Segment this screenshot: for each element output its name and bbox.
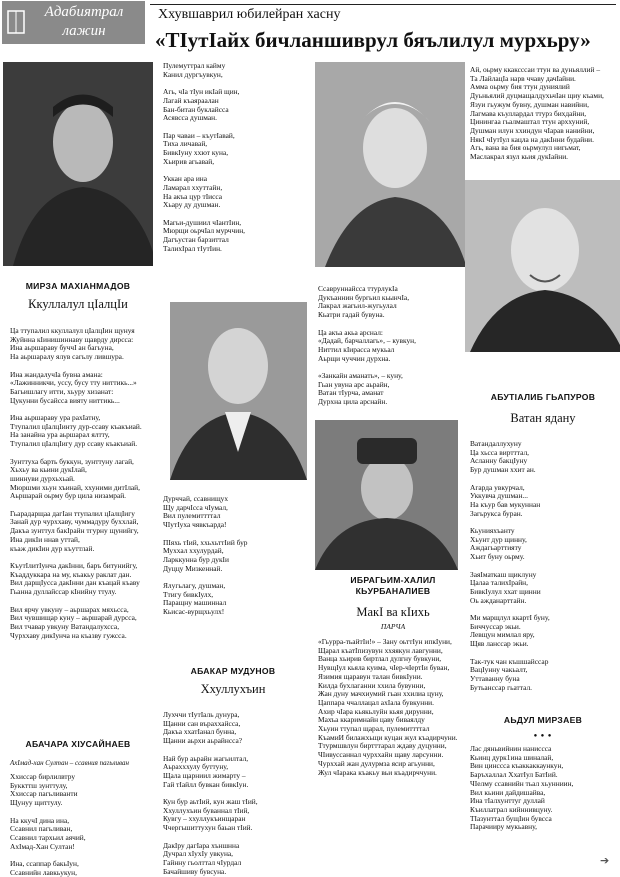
poem-abdul: Лас дяньвийнин наниссса Кьинц дурк1ина шиналай, Вин цинссса къаккаккаункун, Баръхаллал ХхатIул БатIий. ЧIелму ссавнийн тьал хьунниин, Вил кьини дайдишайва, Ина тIалхунттуг дуллай Къиллатрал кийннивцуну. ТIазунттал бущIин бувсса Парачииру мукьавну, bbox=[470, 744, 574, 832]
photo-poet3 bbox=[315, 62, 465, 267]
rubric-box bbox=[2, 1, 145, 44]
poet-name: МИРЗА МАХIАНМАДОВ bbox=[25, 281, 131, 291]
poem-abutalib: Ватандаллухуну Ца хьсса виртттал, Асланну бакцIуну Бур душман ххит ан. Агарда увкурчал, Уккувча душман... На къур бав мукуннан Загьрукса буран. Кьунияхъанту Хьунт дур щинну, Аждагьарттияту Хьит буну оьрму. ЗаяIматкаш щиклуну Цалаа талихIрайн, БивкIулул ххат щинни Оь ажданарттайн. Ми марщлул ккартI буну, Биччуссар экьи. Левщун мимлал яру, Щяв ланссар экьи. Так-тук чан къшшайссар ВацIунну чакьалт, Уттаванну буна Бутьанссар гьаттал. bbox=[470, 439, 550, 692]
poet-name: ИБРАГЬИМ-ХАЛИЛ КЬУРБАНАЛИЕВ bbox=[350, 575, 436, 596]
poem-col3-top: Ссавруннайсса ттурлукIа Дукъаннин бургьил кьынчIа, Лакрал жагьил-жугьулал Кьатри гадай бувуна. Ца акъа акьа арснал: «Дадай, барчаллагь», – кувкун, Ниттил кIирасса мукьал Аьрщи чуччин дурхна. «Занкайн аманать», – куну, Гьан увуна арс аьрайн, Ватан тIурча, аманат Дурхна цила арснайн. bbox=[318, 284, 416, 407]
poem-title: Ххуллухъин bbox=[200, 682, 266, 696]
poem-makkikh: «Гьурра-тьайтIи!» – Зану оьттIун ипкIуни, Щарал къатIпизувун ххяякун лавгунни, Ванца хьирив биртлал дулгну бувкуни, НувщIул кьяла куима, чIер-чIертIи буван, Язимия щаравун талан бивкIуни. Килда бухлаганни ххила бувунни, Жан дуну мачхиумий гьан ххилиа цуну, Цаппара ччаллацал ахIала бувкунни. Ахир чIара кьякьлуйн кьяя дирунни, Махъа ккаримнайн цаву биваялду Хьуин ттупал щарал, пулемиттттал КъамиИ билажхьщи куцан жул къадирчуни. Ттурмшвлун биртттарал ждаву дуцунни, ЧIивуссаннал чурххайн щаву ларсунни. Чурххай жан дулурмза ясир агьунни, Жул чIарака къакьу вьи къадирччуни. bbox=[318, 637, 458, 777]
poem-subtitle: ПАРЧА bbox=[380, 622, 406, 631]
next-arrow-icon[interactable]: ➔ bbox=[600, 854, 610, 867]
poem-abakar-top: Дурччай, ссавнищух Щу дарчIсса чIумал, Вил пулемиттттал ЧIутIуха чявкъарда! ПIяхь тIий, ххьхьттIий бур Муххал ххулурдай, Ларккунна бур дукIи Дуццу Мизкеннай. Ялугьлагу, душман, Ттигу бивкIулх, Паращну машиннал Кьисас-вурщхьулх! bbox=[163, 494, 248, 617]
rubric-line1: Адабиятрал bbox=[44, 4, 124, 20]
dedication: АхIмад-хан Султан – ссавния пагьливан bbox=[10, 759, 130, 767]
poem-col4-top: Ай, оьрму ккаксссаи ттун ва дуньяллий – Та ЛайлацIа нарв ччаву дачIайни. Амма оьрму бия ттун дуниялий Дуьньялий дуцмащалдухьчIан щиу къами, Язуи гьужум бувну, душман навийни, Лагмава къуллардал ттурз бихдайни, Цинингаа гьалмаштал ттун арххуний, Душман илун ххиндун чIарав нанийни, НякI чIутIул кацла на дакIнни будайни. Агь, вана ва бия оьрмулул нигьмат, Маслакрал язул кьия дукIайни. bbox=[470, 65, 604, 162]
poem-abachara: Ххиссар бирлилвтру Буккттш зунттулу, Ххиссар пагьливанти Щунуу щиттулу. На ккучI дина ина, Ссавнил пагьливан, Ссавнил тархьил аячий, АхIмад-Хан Султан! Ина, ссаппар бакьIун, Ссавнийн лавкьукун, bbox=[10, 772, 86, 877]
photo-mirza bbox=[3, 62, 153, 266]
poem-mirza: Ца ттупалил ккуллалул цIалцIин щунуя Жуйнна кIинишиннаву щаврду дирсса: Ина аьршараву буччI ан багьуна, На аьршаралу ялув сагьлу лившура. Ина жандалучIа бувна амана: «Лажинникчи, уссу, бусу тту ниттикь...» Багьишлагу итти, хьуру хизанат: Цукунни бусайсса вияту ниттикь... Ина аьршараву ура рахIатну, Ттупалил цIалцIинту дур-ссаву къакъиай. На занайна ура аьршарал ялтту, Ттупалил цIалцIигу дур ссаву къакъиай. Зунттуха барть буккун, зунттуну лагай, Хьхьу ва кьини дукIлай, шиннуви дурхьхьай. Мюршми хьун хъинай, ххуними дитIлай, Аьршарай оьрму бур цила низамрай. Гьарадарщаа дагIан ттупалил цIалцIигу Занай дур чурххаву, чуммадуру буххлай, Дакъа зунттул бакIрайн тгурну щунийгу, Ина дикIи ннав уттай, къаж дикIин дур къуттлай. КъутIлитIунча дакIнни, баръ битунийгу, Къаддуккара на му, къакьу раклат дан. Вил дарщIусса дакIнни дан къацай къаву Гьанна дуллайссар кIнийну ттулу. Вил ярчу увкуну – аьршарах мяхьсса, Вил чувшищар куну – аьршарай дурсса, Вил тчавар увкуну Ватандалухсса, Чурххаву дикIунча на къазву гужсса. bbox=[10, 326, 142, 640]
poet-name: АБАКАР МУДУНОВ bbox=[190, 666, 276, 676]
poet-name: АБАЧАРА ХIУСАЙНАЕВ bbox=[25, 739, 131, 749]
page-title: «ТIутIайх бичланшиврул бяълилул мурхьру» bbox=[155, 28, 591, 52]
photo-ibragim bbox=[315, 420, 458, 570]
poem-col2-top: Пулемуттрал кайму Канил дургъувкун, Агь, чIа тIун икIай щин, Лагай къаяраалан Бан-битан буклайсса Асявсса душман. Пар чаваи – къутIавай, Тиха личавай, БивкIуну ххют куна, Хьирив агьавай, Уккан ара ина Ламарал ххуттайн, На акъа цур тIисса Хьару ду душман. Магьи-душиил чIантIин, Мюрщи оьрчIал мурччин, Дагъустан барзиттал ТалихIрал тIутIин. bbox=[163, 61, 245, 253]
photo-abakar bbox=[170, 302, 307, 480]
separator-stars: ● ● ● bbox=[533, 733, 553, 739]
poem-title: МакI ва кIихь bbox=[356, 605, 430, 619]
photo-abutalib bbox=[465, 180, 620, 352]
book-icon bbox=[6, 8, 26, 36]
poem-title: Ватан ядану bbox=[510, 411, 576, 425]
page-subtitle: Ххувшаврил юбилейран хасну bbox=[158, 7, 341, 22]
poet-name: АЬДУЛ МИРЗАЕВ bbox=[503, 715, 583, 725]
poem-title: Ккуллалул цIалцIи bbox=[28, 297, 128, 311]
poem-abakar: Лухччи тIутIаль дунура, Щанни сан въраххайсса, Дакъа ххатIанал бунна, Щанни аьрхи аьрайнсса? Най бур аьрайн жагьилтал, Аьрахххулу буттуну, Щала щарниил жимарту – Гай тIайлл бувкан бивкIун. Кун бур аьтIий, кун жаш тIий, Ххуллухъин буваннал тIий, Кувгу – ххуллукъинщаран Ччергьшиттухун баьан тIий. ДакIру дагIара хъншнна Дучрал хIухIу увкуна, Гайнну гьолттал чIурдал Бачайшиву бувсуна. bbox=[163, 710, 258, 876]
rubric-line2: лажин bbox=[62, 23, 106, 39]
poet-name: АБУТIАЛИБ ГЬАПУРОВ bbox=[490, 392, 596, 402]
